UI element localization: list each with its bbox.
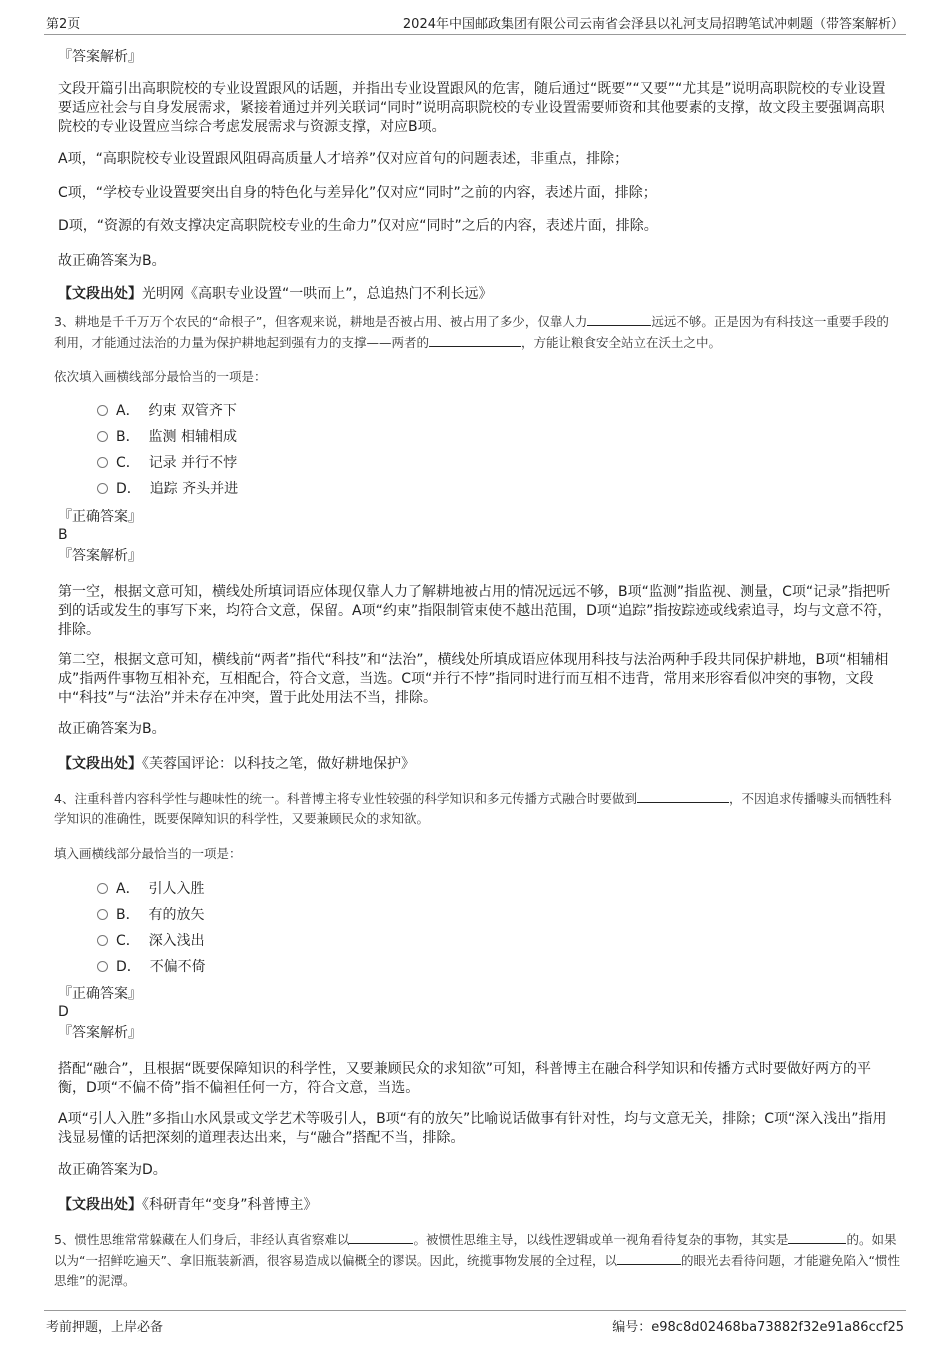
q2-option-d-analysis: D项，“资源的有效支撑决定高职院校专业的生命力”仅对应“同时”之后的内容，表述片面，排除。 <box>58 218 658 234</box>
footer-code-label: 编号： <box>612 1320 652 1335</box>
q2-option-a-analysis: A项，“高职院校专业设置跟风阻碍高质量人才培养”仅对应首句的问题表述，非重点，排除； <box>58 151 629 167</box>
q3-option-a[interactable] <box>97 402 237 420</box>
answer-analysis-label: 『答案解析』 <box>58 1025 142 1041</box>
q2-option-c-analysis: C项，“学校专业设置要突出自身的特色化与差异化”仅对应“同时”之前的内容，表述片面，排除； <box>58 185 657 201</box>
radio-icon[interactable] <box>97 431 108 442</box>
q4-analysis-2: A项“引人入胜”多指山水风景或文学艺术等吸引人，B项“有的放矢”比喻说话做事有针对性，均与文意无关，排除；C项“深入浅出”指用浅显易懂的话把深刻的道理表达出来，与“融合”搭配不当，排除。 <box>58 1111 887 1146</box>
q3-analysis-1: 第一空，根据文意可知，横线处所填词语应体现仅靠人力了解耕地被占用的情况远远不够，B项“监测”指监视、测量，C项“记录”指把听到的话或发生的事写下来，均符合文意，保留。A项“约束”指限制管束使不越出范围，D项“追踪”指按踪迹或线索追寻，均与文意不符，排除。 <box>58 584 892 638</box>
correct-answer-label: 『正确答案』 <box>58 509 142 525</box>
q3-option-b[interactable] <box>97 428 237 446</box>
q3-instruction: 依次填入画横线部分最恰当的一项是： <box>54 369 267 384</box>
option-letter: C． <box>116 455 140 471</box>
q4-analysis-1: 搭配“融合”，且根据“既要保障知识的科学性，又要兼顾民众的求知欲”可知，科普博主在融合科学知识和传播方式时要做好两方的平衡，D项“不偏不倚”指不偏袒任何一方，符合文意，当选。 <box>58 1061 872 1096</box>
q3-blank-2 <box>429 332 521 347</box>
source-text: 《芙蓉国评论：以科技之笔，做好耕地保护》 <box>142 756 415 772</box>
q4-stem-part2: ，不因追求传播噱头而牺牲科学知识的准确性，既要保障知识的科学性，又要兼顾民众的求知欲。 <box>54 791 892 826</box>
q2-analysis: 文段开篇引出高职院校的专业设置跟风的话题，并指出专业设置跟风的危害，随后通过“既要”“又要”“尤其是”说明高职院校的专业设置要适应社会与自身发展需求，紧接着通过并列关联词“同时”说明高职院校的专业设置需要师资和其他要素的支撑，故文段主要强调高职院校的专业设置应当综合考虑发展需求与资源支撑，对应B项。 <box>58 81 886 135</box>
q4-stem <box>54 788 900 829</box>
q4-answer: D <box>58 1004 69 1020</box>
answer-analysis-label: 『答案解析』 <box>58 49 142 65</box>
q4-option-c[interactable] <box>97 932 205 950</box>
option-letter: D． <box>116 959 141 975</box>
q4-option-b[interactable] <box>97 906 205 924</box>
option-text: 监测 相辅相成 <box>148 429 237 445</box>
footer-code <box>612 1316 904 1335</box>
option-letter: D． <box>116 481 141 497</box>
option-text: 不偏不倚 <box>149 959 206 975</box>
q4-conclusion: 故正确答案为D。 <box>58 1162 167 1178</box>
footer-slogan: 考前押题，上岸必备 <box>46 1320 164 1335</box>
source-label: 【文段出处】 <box>58 286 142 302</box>
option-letter: B． <box>116 429 140 445</box>
q3-stem-part1: 3、耕地是千千万万个农民的“命根子”，但客观来说，耕地是否被占用、被占用了多少，仅靠人力 <box>54 314 588 329</box>
q3-analysis-2: 第二空，根据文意可知，横线前“两者”指代“科技”和“法治”，横线处所填成语应体现用科技与法治两种手段共同保护耕地，B项“相辅相成”指两件事物互相补充，互相配合，符合文意，当选。C项“并行不悖”指同时进行而互相不违背，常用来形容看似冲突的事物，文段中“科技”与“法治”并未存在冲突，置于此处用法不当，排除。 <box>58 652 889 706</box>
q3-option-c[interactable] <box>97 454 237 472</box>
correct-answer-label: 『正确答案』 <box>58 986 142 1002</box>
radio-icon[interactable] <box>97 883 108 894</box>
q5-stem-part3: 的。如果以为“一招鲜吃遍天”、拿旧瓶装新酒，很容易造成以偏概全的谬误。因此，统揽事物发展的全过程，以 <box>54 1232 897 1268</box>
option-letter: B． <box>116 907 140 923</box>
radio-icon[interactable] <box>97 457 108 468</box>
page-header <box>44 10 906 35</box>
option-text: 引人入胜 <box>148 881 205 897</box>
option-letter: C． <box>116 933 140 949</box>
q3-stem <box>54 311 900 353</box>
q4-option-d[interactable] <box>97 958 206 976</box>
q3-source <box>58 755 898 774</box>
q3-answer: B <box>58 527 68 543</box>
q2-source <box>58 285 898 304</box>
source-text: 光明网《高职专业设置“一哄而上”，总追热门不利长远》 <box>142 286 493 302</box>
radio-icon[interactable] <box>97 935 108 946</box>
radio-icon[interactable] <box>97 961 108 972</box>
q2-conclusion: 故正确答案为B。 <box>58 253 166 269</box>
source-text: 《科研青年“变身”科普博主》 <box>142 1197 318 1213</box>
q3-option-d[interactable] <box>97 480 238 498</box>
option-text: 有的放矢 <box>148 907 205 923</box>
q5-blank-3 <box>617 1250 681 1265</box>
source-label: 【文段出处】 <box>58 756 142 772</box>
q4-option-a[interactable] <box>97 880 204 898</box>
option-letter: A． <box>116 881 140 897</box>
q4-stem-part1: 4、注重科普内容科学性与趣味性的统一。科普博主将专业性较强的科学知识和多元传播方式融合时要做到 <box>54 791 637 806</box>
footer-code-value: e98c8d02468ba73882f32e91a86ccf25 <box>651 1320 904 1335</box>
option-text: 记录 并行不悖 <box>148 455 238 471</box>
q5-stem <box>54 1229 900 1291</box>
radio-icon[interactable] <box>97 405 108 416</box>
radio-icon[interactable] <box>97 909 108 920</box>
q4-source <box>58 1196 898 1215</box>
option-text: 约束 双管齐下 <box>148 403 237 419</box>
q4-instruction: 填入画横线部分最恰当的一项是： <box>54 846 242 861</box>
q5-stem-part2: 。被惯性思维主导，以线性逻辑或单一视角看待复杂的事物，其实是 <box>413 1232 789 1247</box>
q3-blank-1 <box>587 311 651 326</box>
document-title: 2024年中国邮政集团有限公司云南省会泽县以礼河支局招聘笔试冲刺题（带答案解析） <box>402 17 904 32</box>
q5-stem-part4: 的眼光去看待问题，才能避免陷入“惯性思维”的泥潭。 <box>54 1253 900 1288</box>
q3-stem-part2: 远远不够。正是因为有科技这一重要手段的利用，才能通过法治的力量为保护耕地起到强有力的支撑——两者的 <box>54 314 889 350</box>
q5-blank-1 <box>349 1229 413 1244</box>
option-text: 深入浅出 <box>148 933 205 949</box>
option-text: 追踪 齐头并进 <box>149 481 239 497</box>
page-number: 第2页 <box>46 17 81 32</box>
answer-analysis-label: 『答案解析』 <box>58 548 142 564</box>
option-letter: A． <box>116 403 140 419</box>
radio-icon[interactable] <box>97 483 108 494</box>
q3-stem-part3: ，方能让粮食安全站立在沃土之中。 <box>521 335 722 350</box>
q4-blank <box>637 788 729 803</box>
q3-conclusion: 故正确答案为B。 <box>58 721 166 737</box>
q5-stem-part1: 5、惯性思维常常躲藏在人们身后，非经认真省察难以 <box>54 1232 350 1247</box>
page-footer <box>44 1310 906 1335</box>
q5-blank-2 <box>788 1229 846 1244</box>
source-label: 【文段出处】 <box>58 1197 142 1213</box>
